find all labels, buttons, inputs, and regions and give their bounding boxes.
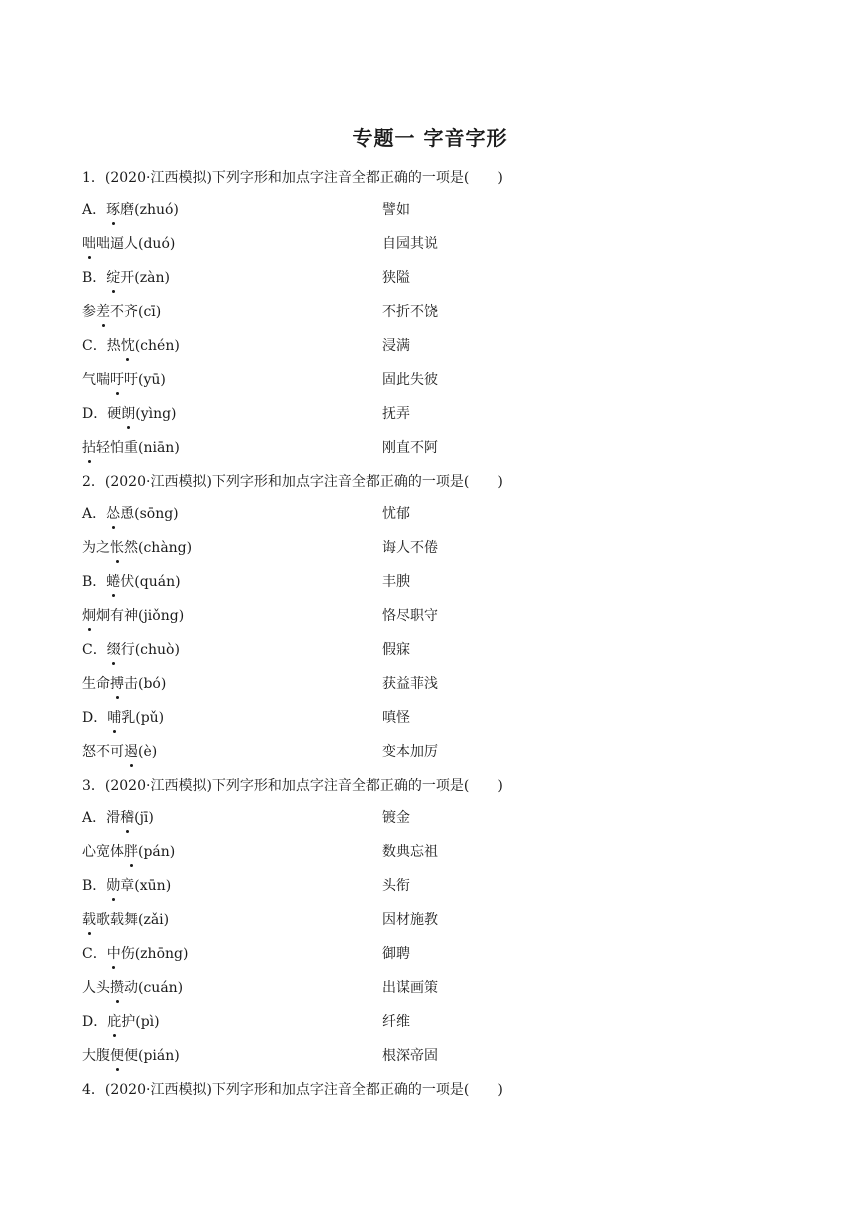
option-pinyin: (cī): [138, 304, 162, 320]
option-letter: B．: [82, 574, 107, 590]
option-left-term: [82, 740, 157, 764]
option-letter: C．: [82, 338, 107, 354]
option-row: [82, 672, 782, 706]
option-right-term: 镀金: [382, 810, 410, 826]
option-row: [82, 368, 782, 402]
option-left-term: [82, 1044, 180, 1068]
option-pinyin: (è): [138, 744, 158, 760]
option-letter: A．: [82, 506, 107, 522]
option-left-term: [82, 266, 170, 290]
annotated-character: 差: [96, 300, 110, 324]
option-word: 怒不可遏: [82, 744, 138, 760]
option-row: [82, 436, 782, 470]
option-left-term: [82, 300, 161, 324]
annotated-character: 朗: [121, 402, 135, 426]
annotated-character: 搏: [110, 672, 124, 696]
option-row: [82, 706, 782, 740]
option-right-term: 获益菲浅: [382, 676, 438, 692]
question-block: [82, 470, 782, 774]
option-pinyin: (zàn): [134, 270, 170, 286]
option-left-term: [82, 334, 180, 358]
option-row: [82, 908, 782, 942]
option-word: 勋章: [106, 878, 134, 894]
option-pinyin: (zhōng): [134, 946, 189, 962]
option-left-term: [82, 672, 166, 696]
option-row: [82, 536, 782, 570]
annotated-character: 遏: [124, 740, 138, 764]
annotated-character: 庇: [107, 1010, 121, 1034]
annotated-character: 怅: [110, 536, 124, 560]
annotated-character: 中: [107, 942, 121, 966]
option-row: [82, 604, 782, 638]
option-word: 哺乳: [107, 710, 135, 726]
option-pinyin: (zhuó): [134, 202, 179, 218]
annotated-character: 绽: [106, 266, 120, 290]
option-row: [82, 874, 782, 908]
annotated-character: 咄: [82, 232, 96, 256]
option-pinyin: (bó): [138, 676, 167, 692]
option-pinyin: (cuán): [138, 980, 184, 996]
annotated-character: 稽: [120, 806, 134, 830]
option-pinyin: (jī): [134, 810, 154, 826]
option-letter: A．: [82, 202, 107, 218]
option-row: [82, 334, 782, 368]
question-stem: 1．(2020·江西模拟)下列字形和加点字注音全都正确的一项是( ): [82, 170, 503, 186]
option-left-term: [82, 942, 188, 966]
option-row: [82, 976, 782, 1010]
option-right-term: 纤维: [382, 1014, 410, 1030]
option-pinyin: (duó): [138, 236, 176, 252]
option-left-term: [82, 1010, 160, 1034]
option-word: 参差不齐: [82, 304, 138, 320]
option-word: 拈轻怕重: [82, 440, 138, 456]
annotated-character: 载: [82, 908, 96, 932]
option-row: [82, 502, 782, 536]
option-pinyin: (chàng): [138, 540, 193, 556]
option-row: [82, 570, 782, 604]
option-row: [82, 942, 782, 976]
annotated-character: 哺: [107, 706, 121, 730]
question-list: [82, 166, 782, 1110]
option-pinyin: (quán): [134, 574, 181, 590]
option-pinyin: (yìng): [135, 406, 177, 422]
annotated-character: 忱: [121, 334, 135, 358]
annotated-character: 怂: [106, 502, 120, 526]
option-pinyin: (yū): [138, 372, 166, 388]
option-word: 咄咄逼人: [82, 236, 138, 252]
option-word: 庇护: [107, 1014, 135, 1030]
option-letter: A．: [82, 810, 107, 826]
option-row: [82, 638, 782, 672]
option-left-term: [82, 874, 171, 898]
option-right-term: 根深帝固: [382, 1048, 438, 1064]
option-right-term: 丰腴: [382, 574, 410, 590]
option-left-term: [82, 908, 169, 932]
option-row: [82, 1010, 782, 1044]
annotated-character: 勋: [106, 874, 120, 898]
option-right-term: 刚直不阿: [382, 440, 438, 456]
option-word: 热忱: [107, 338, 135, 354]
question-stem: 2．(2020·江西模拟)下列字形和加点字注音全都正确的一项是( ): [82, 474, 503, 490]
option-right-term: 头衔: [382, 878, 410, 894]
option-pinyin: (chén): [134, 338, 180, 354]
option-right-term: 浸满: [382, 338, 410, 354]
option-letter: D．: [82, 710, 108, 726]
option-right-term: 自园其说: [382, 236, 438, 252]
option-row: [82, 1044, 782, 1078]
option-word: 怂恿: [106, 506, 134, 522]
option-left-term: [82, 840, 175, 864]
option-right-term: 因材施教: [382, 912, 438, 928]
option-letter: D．: [82, 1014, 108, 1030]
option-word: 蜷伏: [106, 574, 134, 590]
option-row: [82, 806, 782, 840]
option-pinyin: (zǎi): [138, 912, 170, 928]
page-title: 专题一 字音字形: [352, 126, 508, 150]
option-pinyin: (jiǒng): [138, 608, 185, 624]
option-left-term: [82, 402, 177, 426]
option-word: 人头攒动: [82, 980, 138, 996]
option-word: 炯炯有神: [82, 608, 138, 624]
option-left-term: [82, 232, 175, 256]
option-word: 中伤: [107, 946, 135, 962]
option-right-term: 假寐: [382, 642, 410, 658]
option-pinyin: (niān): [138, 440, 180, 456]
option-left-term: [82, 806, 154, 830]
option-right-term: 变本加厉: [382, 744, 438, 760]
option-left-term: [82, 604, 184, 628]
annotated-character: 炯: [82, 604, 96, 628]
option-row: [82, 840, 782, 874]
option-row: [82, 266, 782, 300]
question-block: [82, 1078, 782, 1110]
question-block: [82, 166, 782, 470]
option-word: 绽开: [106, 270, 134, 286]
option-pinyin: (sōng): [134, 506, 179, 522]
option-word: 为之怅然: [82, 540, 138, 556]
annotated-character: 蜷: [106, 570, 120, 594]
option-right-term: 抚弄: [382, 406, 410, 422]
option-word: 载歌载舞: [82, 912, 138, 928]
option-left-term: [82, 570, 181, 594]
option-row: [82, 740, 782, 774]
option-left-term: [82, 706, 164, 730]
option-left-term: [82, 198, 179, 222]
option-left-term: [82, 536, 192, 560]
option-left-term: [82, 638, 180, 662]
option-row: [82, 402, 782, 436]
annotated-character: 吁: [110, 368, 124, 392]
option-letter: C．: [82, 642, 107, 658]
option-pinyin: (pǔ): [135, 710, 165, 726]
option-word: 缀行: [107, 642, 135, 658]
option-pinyin: (chuò): [134, 642, 180, 658]
option-letter: C．: [82, 946, 107, 962]
option-pinyin: (pì): [135, 1014, 160, 1030]
option-right-term: 狭隘: [382, 270, 410, 286]
option-word: 滑稽: [106, 810, 134, 826]
option-left-term: [82, 368, 166, 392]
option-row: [82, 232, 782, 266]
option-word: 气喘吁吁: [82, 372, 138, 388]
annotated-character: 拈: [82, 436, 96, 460]
annotated-character: 琢: [106, 198, 120, 222]
option-right-term: 譬如: [382, 202, 410, 218]
option-right-term: 固此失彼: [382, 372, 438, 388]
option-left-term: [82, 436, 180, 460]
option-letter: B．: [82, 878, 107, 894]
option-right-term: 嗔怪: [382, 710, 410, 726]
option-right-term: 数典忘祖: [382, 844, 438, 860]
option-left-term: [82, 976, 183, 1000]
question-block: [82, 774, 782, 1078]
option-letter: B．: [82, 270, 107, 286]
option-row: [82, 300, 782, 334]
option-right-term: 恪尽职守: [382, 608, 438, 624]
annotated-character: 胖: [124, 840, 138, 864]
annotated-character: 便: [110, 1044, 124, 1068]
option-right-term: 不折不饶: [382, 304, 438, 320]
option-right-term: 忧郁: [382, 506, 410, 522]
question-stem: 4．(2020·江西模拟)下列字形和加点字注音全都正确的一项是( ): [82, 1082, 503, 1098]
option-right-term: 诲人不倦: [382, 540, 438, 556]
option-pinyin: (pán): [138, 844, 176, 860]
option-word: 硬朗: [107, 406, 135, 422]
option-word: 琢磨: [106, 202, 134, 218]
question-stem: 3．(2020·江西模拟)下列字形和加点字注音全都正确的一项是( ): [82, 778, 503, 794]
option-word: 生命搏击: [82, 676, 138, 692]
option-letter: D．: [82, 406, 108, 422]
option-pinyin: (xūn): [134, 878, 172, 894]
option-word: 心宽体胖: [82, 844, 138, 860]
option-right-term: 出谋画策: [382, 980, 438, 996]
option-word: 大腹便便: [82, 1048, 138, 1064]
annotated-character: 缀: [107, 638, 121, 662]
option-left-term: [82, 502, 179, 526]
option-pinyin: (pián): [138, 1048, 180, 1064]
option-row: [82, 198, 782, 232]
annotated-character: 攒: [110, 976, 124, 1000]
option-right-term: 御聘: [382, 946, 410, 962]
